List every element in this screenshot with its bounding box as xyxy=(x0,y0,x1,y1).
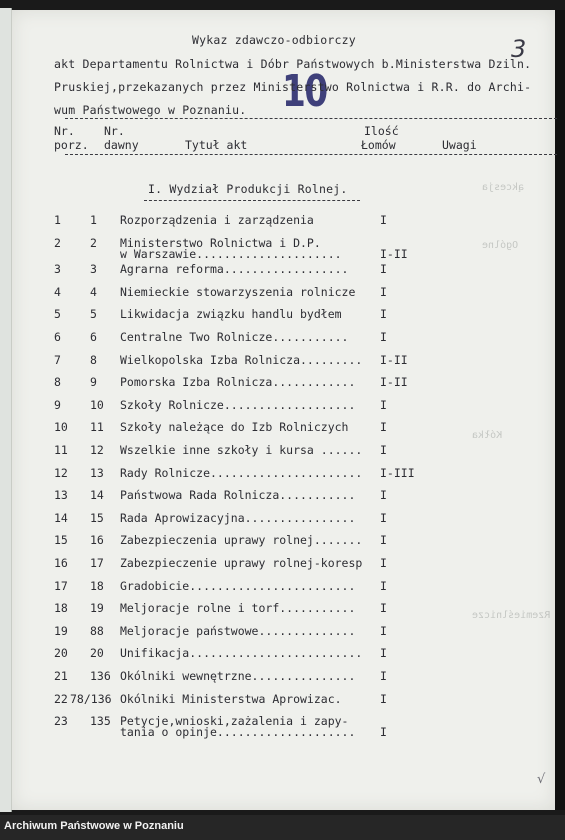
row-number: 19 xyxy=(54,623,68,638)
row-quantity: I xyxy=(380,556,387,570)
row-number: 18 xyxy=(54,601,68,616)
row-title: Gradobicie........................ xyxy=(120,578,356,593)
row-number: 9 xyxy=(54,397,61,412)
row-old-number: 136 xyxy=(90,669,111,683)
row-old-number: 10 xyxy=(90,397,104,412)
row-title: Szkoły należące do Izb Rolniczych xyxy=(120,420,349,435)
row-number: 17 xyxy=(54,578,68,593)
row-title: Zabezpieczenie uprawy rolnej-koresp xyxy=(120,556,363,570)
row-number: 13 xyxy=(54,488,68,503)
row-number: 7 xyxy=(54,352,61,367)
row-old-number: 2 xyxy=(90,235,97,250)
row-title: Rady Rolnicze...................... xyxy=(120,465,363,480)
row-quantity: I xyxy=(380,443,387,457)
col-remarks: Uwagi xyxy=(442,138,477,152)
row-title: Agrarna reforma.................. xyxy=(120,262,349,277)
col-title: Tytuł akt xyxy=(185,138,248,152)
row-title: Likwidacja związku handlu bydłem xyxy=(120,307,342,322)
row-old-number: 1 xyxy=(90,213,97,227)
row-number: 1 xyxy=(54,213,61,227)
row-title: Pomorska Izba Rolnicza............ xyxy=(120,375,356,390)
row-old-number: 11 xyxy=(90,420,104,435)
row-title: Meljoracje państwowe.............. xyxy=(120,623,356,638)
row-quantity: I-III xyxy=(380,465,415,480)
row-number: 2 xyxy=(54,235,61,250)
row-quantity: I xyxy=(380,691,387,706)
col-qty-bottom: Łomów xyxy=(361,138,396,152)
row-title-continued: w Warszawie..................... xyxy=(120,246,342,261)
row-quantity: I xyxy=(380,725,387,740)
row-number: 4 xyxy=(54,284,61,299)
row-old-number: 9 xyxy=(90,375,97,390)
row-quantity: I xyxy=(380,284,387,299)
col-old-bottom: dawny xyxy=(104,138,139,152)
row-number: 5 xyxy=(54,307,61,322)
intro-line-2: Pruskiej,przekazanych przez Ministerstwo Rolnictwa i R.R. do Archi- xyxy=(54,80,532,94)
row-old-number: 19 xyxy=(90,601,104,616)
row-title: Wszelkie inne szkoły i kursa ...... xyxy=(120,443,363,457)
row-quantity: I xyxy=(380,397,387,412)
row-quantity: I xyxy=(380,488,387,503)
row-number: 10 xyxy=(54,420,68,435)
row-number: 16 xyxy=(54,556,68,570)
row-number: 14 xyxy=(54,510,68,525)
archive-stamp: 10 xyxy=(282,66,327,117)
row-old-number: 88 xyxy=(90,623,104,638)
row-title: Centralne Two Rolnicze........... xyxy=(120,330,349,344)
row-quantity: I xyxy=(380,533,387,548)
header-bottom-rule xyxy=(65,154,557,155)
row-title: Unifikacja......................... xyxy=(120,646,363,661)
row-old-number: 15 xyxy=(90,510,104,525)
row-title: Rozporządzenia i zarządzenia xyxy=(120,213,314,227)
row-old-number: 4 xyxy=(90,284,97,299)
row-title: Petycje,wnioski,zażalenia i zapy- xyxy=(120,714,349,729)
row-old-number: 3 xyxy=(90,262,97,277)
row-title: Państwowa Rada Rolnicza........... xyxy=(120,488,356,503)
row-number: 21 xyxy=(54,669,68,683)
row-number: 3 xyxy=(54,262,61,277)
row-quantity: I-II xyxy=(380,352,408,367)
row-title-continued: tania o opinje.................... xyxy=(120,725,356,740)
col-old-top: Nr. xyxy=(104,124,125,138)
row-number: 8 xyxy=(54,375,61,390)
row-quantity: I xyxy=(380,646,387,661)
row-quantity: I xyxy=(380,510,387,525)
intro-line-3: wum Państwowego w Poznaniu. xyxy=(54,103,247,117)
row-old-number: 16 xyxy=(90,533,104,548)
pencil-mark: √ xyxy=(537,772,546,787)
row-title: Szkoły Rolnicze................... xyxy=(120,397,356,412)
intro-line-1: akt Departamentu Rolnictwa i Dóbr Państwowych b.Ministerstwa Dziln. xyxy=(54,57,532,71)
row-title: Rada Aprowizacyjna................ xyxy=(120,510,356,525)
row-number: 11 xyxy=(54,443,68,457)
row-quantity: I xyxy=(380,262,387,277)
row-title: Meljoracje rolne i torf........... xyxy=(120,601,356,616)
document-heading: Wykaz zdawczo-odbiorczy xyxy=(192,33,356,47)
footer-label: Archiwum Państwowe w Poznaniu xyxy=(4,820,184,832)
col-nr-top: Nr. xyxy=(54,124,75,138)
row-old-number: 78/136 xyxy=(70,691,112,706)
header-top-rule xyxy=(65,118,557,119)
row-title: Okólniki wewnętrzne............... xyxy=(120,669,356,683)
page-number: 3 xyxy=(511,35,527,63)
bleed-through: ąkcesja xyxy=(482,182,525,193)
bleed-through: Rzemieślnicze xyxy=(472,610,551,621)
row-old-number: 14 xyxy=(90,488,104,503)
row-number: 23 xyxy=(54,714,68,729)
document-page xyxy=(11,10,555,810)
row-quantity: I-II xyxy=(380,246,408,261)
row-old-number: 135 xyxy=(90,714,111,729)
row-quantity: I-II xyxy=(380,375,408,390)
row-number: 6 xyxy=(54,330,61,344)
row-title: Niemieckie stowarzyszenia rolnicze xyxy=(120,284,356,299)
row-quantity: I xyxy=(380,623,387,638)
row-old-number: 12 xyxy=(90,443,104,457)
bleed-through: Kółka xyxy=(472,430,503,441)
row-number: 22 xyxy=(54,691,68,706)
row-title: Zabezpieczenia uprawy rolnej....... xyxy=(120,533,363,548)
footer-bar xyxy=(0,815,565,840)
row-quantity: I xyxy=(380,669,387,683)
row-old-number: 18 xyxy=(90,578,104,593)
row-quantity: I xyxy=(380,213,387,227)
row-quantity: I xyxy=(380,330,387,344)
row-quantity: I xyxy=(380,307,387,322)
row-number: 15 xyxy=(54,533,68,548)
row-old-number: 13 xyxy=(90,465,104,480)
row-quantity: I xyxy=(380,601,387,616)
row-old-number: 8 xyxy=(90,352,97,367)
col-qty-top: Ilość xyxy=(364,124,399,138)
col-nr-bottom: porz. xyxy=(54,138,89,152)
row-number: 20 xyxy=(54,646,68,661)
row-quantity: I xyxy=(380,578,387,593)
row-old-number: 17 xyxy=(90,556,104,570)
row-old-number: 20 xyxy=(90,646,104,661)
section-underline xyxy=(144,200,360,201)
section-title: I. Wydział Produkcji Rolnej. xyxy=(148,182,348,196)
row-quantity: I xyxy=(380,420,387,435)
row-number: 12 xyxy=(54,465,68,480)
row-old-number: 5 xyxy=(90,307,97,322)
bleed-through: Ogólne xyxy=(482,240,519,251)
row-title: Ministerstwo Rolnictwa i D.P. xyxy=(120,235,321,250)
row-title: Okólniki Ministerstwa Aprowizac. xyxy=(120,691,342,706)
row-old-number: 6 xyxy=(90,330,97,344)
row-title: Wielkopolska Izba Rolnicza......... xyxy=(120,352,363,367)
